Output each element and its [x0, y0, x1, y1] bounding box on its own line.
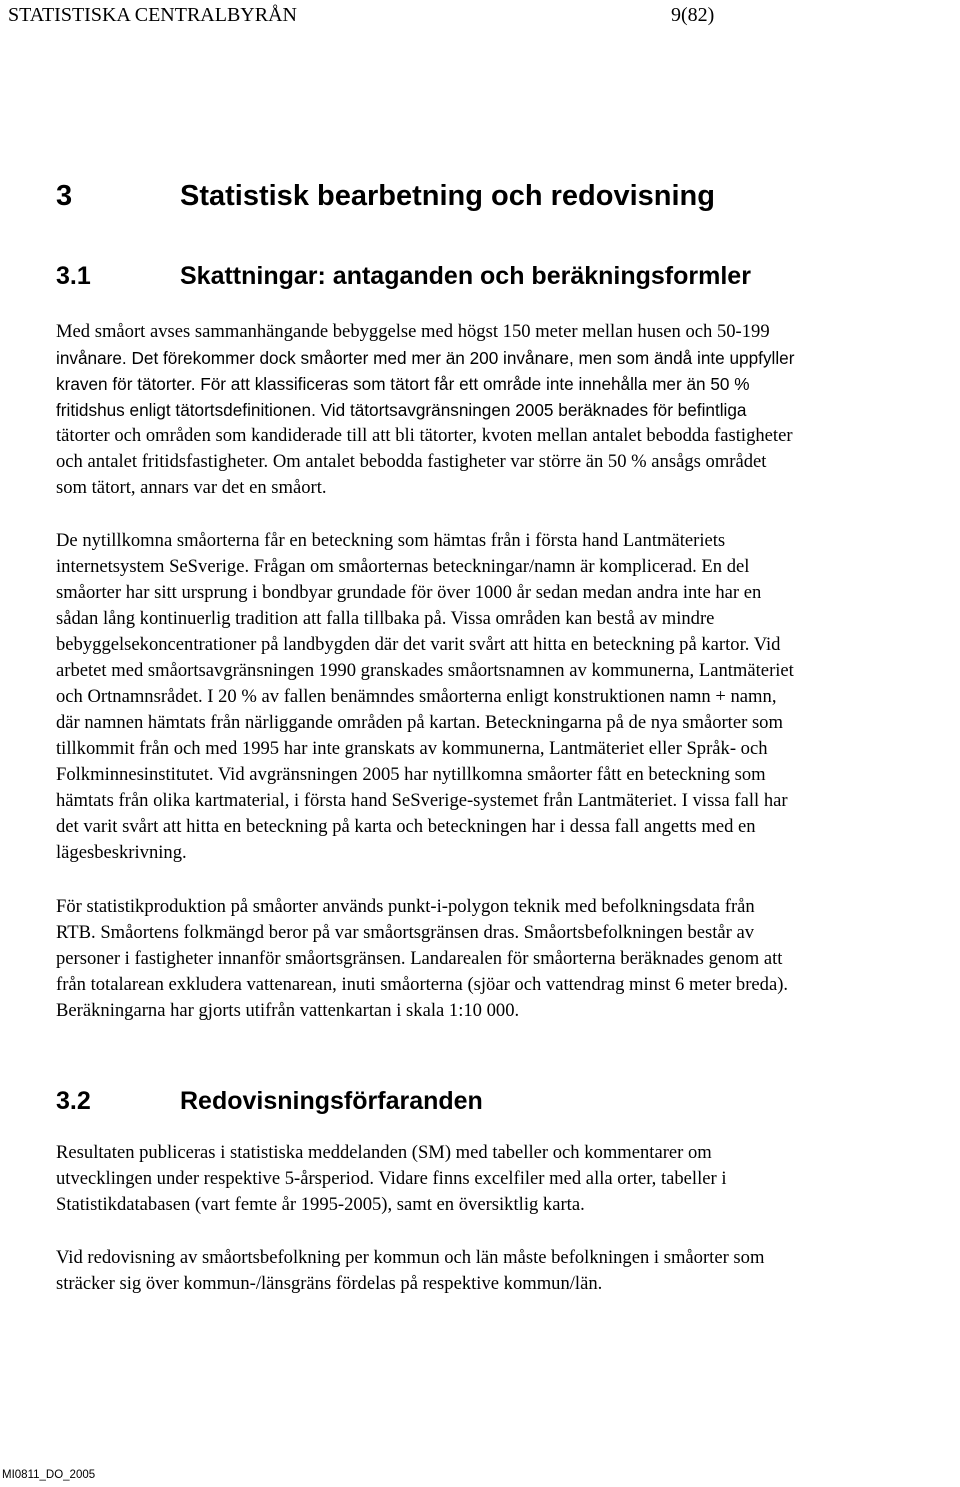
paragraph-line: och antalet fritidsfastigheter. Om antalet bebodda fastigheter var större än 50 % ansågs området — [56, 451, 767, 472]
paragraph-line: hämtats från olika kartmaterial, i första hand SeSverige-systemet från Lantmäteriet. I vissa fall har — [56, 790, 788, 811]
footer-document-id: MI0811_DO_2005 — [2, 1469, 96, 1481]
paragraph-line: invånare. Det förekommer dock småorter med mer än 200 invånare, men som ändå inte uppfyller — [56, 348, 795, 368]
paragraph-line: kraven för tätorter. För att klassificeras som tätort får ett område inte innehålla mer än 50 % — [56, 374, 750, 394]
paragraph-line: personer i fastigheter innanför småortsgränsen. Landarealen för småorterna beräknades genom att — [56, 948, 783, 969]
section-3-1-paragraph-1 — [56, 319, 958, 501]
paragraph-line: Vid redovisning av småortsbefolkning per kommun och län måste befolkningen i småorter som — [56, 1247, 765, 1268]
section-3-1-paragraph-3 — [56, 894, 958, 1024]
paragraph-line: från totalarean exkludera vattenarean, inuti småorterna (sjöar och vattendrag minst 6 meter breda). — [56, 974, 789, 995]
paragraph-line: där namnen hämtats från närliggande områden på kartan. Beteckningarna på de nya småorter som — [56, 712, 783, 733]
section-3-1-title: Skattningar: antaganden och beräkningsformler — [180, 262, 751, 290]
paragraph-line: utvecklingen under respektive 5-årsperiod. Vidare finns excelfiler med alla orter, tabeller i — [56, 1168, 727, 1189]
paragraph-line: Statistikdatabasen (vart femte år 1995-2005), samt en översiktlig karta. — [56, 1194, 585, 1215]
section-3-2-paragraph-2 — [56, 1245, 958, 1297]
paragraph-line: internetsystem SeSverige. Frågan om småorternas beteckningar/namn är komplicerad. En del — [56, 556, 750, 577]
section-3-number: 3 — [56, 180, 73, 212]
section-3-heading — [56, 180, 715, 213]
paragraph-line: sådan lång kontinuerlig tradition att falla tillbaka på. Vissa områden kan bestå av mindre — [56, 608, 715, 629]
paragraph-line: som tätort, annars var det en småort. — [56, 477, 327, 498]
paragraph-line: sträcker sig över kommun-/länsgräns fördelas på respektive kommun/län. — [56, 1273, 603, 1294]
section-3-2-number: 3.2 — [56, 1087, 91, 1115]
paragraph-line: För statistikproduktion på småorter används punkt-i-polygon teknik med befolkningsdata från — [56, 896, 755, 917]
paragraph-line: tillkommit från och med 1995 har inte granskats av kommunerna, Lantmäteriet eller Språk- och — [56, 738, 768, 759]
header-organization: STATISTISKA CENTRALBYRÅN — [8, 4, 297, 26]
header-page-number: 9(82) — [671, 4, 715, 26]
paragraph-line: och Ortnamnsrådet. I 20 % av fallen benämndes småorterna enligt konstruktionen namn + namn, — [56, 686, 777, 707]
paragraph-line: det varit svårt att hitta en beteckning på karta och beteckningen har i dessa fall angetts med en — [56, 816, 756, 837]
section-3-1-paragraph-2 — [56, 528, 958, 866]
section-3-2-paragraph-1 — [56, 1140, 958, 1218]
section-3-title: Statistisk bearbetning och redovisning — [180, 180, 715, 212]
paragraph-line: RTB. Småortens folkmängd beror på var småortsgränsen dras. Småortsbefolkningen består av — [56, 922, 755, 943]
paragraph-line: småorter har sitt ursprung i bondbyar grundade för över 1000 år sedan medan andra inte har en — [56, 582, 762, 603]
paragraph-line: bebyggelsekoncentrationer på landbygden där det varit svårt att hitta en beteckning på kartor. Vid — [56, 634, 781, 655]
paragraph-line: lägesbeskrivning. — [56, 842, 187, 863]
paragraph-line: De nytillkomna småorterna får en beteckning som hämtas från i första hand Lantmäteriets — [56, 530, 726, 551]
paragraph-line: fritidshus enligt tätortsdefinitionen. Vid tätortsavgränsningen 2005 beräknades för befintliga — [56, 400, 747, 420]
paragraph-line: Folkminnesinstitutet. Vid avgränsningen 2005 har nytillkomna småorter fått en beteckning som — [56, 764, 766, 785]
section-3-1-number: 3.1 — [56, 262, 91, 290]
paragraph-line: tätorter och områden som kandiderade till att bli tätorter, kvoten mellan antalet bebodda fastigheter — [56, 425, 793, 446]
paragraph-line: arbetet med småortsavgränsningen 1990 granskades småortsnamnen av kommunerna, Lantmäteriet — [56, 660, 794, 681]
section-3-1-heading — [56, 262, 751, 291]
section-3-2-title: Redovisningsförfaranden — [180, 1087, 483, 1115]
paragraph-line: Beräkningarna har gjorts utifrån vattenkartan i skala 1:10 000. — [56, 1000, 520, 1021]
paragraph-line: Resultaten publiceras i statistiska meddelanden (SM) med tabeller och kommentarer om — [56, 1142, 712, 1163]
section-3-2-heading — [56, 1087, 483, 1116]
paragraph-line: Med småort avses sammanhängande bebyggelse med högst 150 meter mellan husen och 50-199 — [56, 321, 770, 342]
